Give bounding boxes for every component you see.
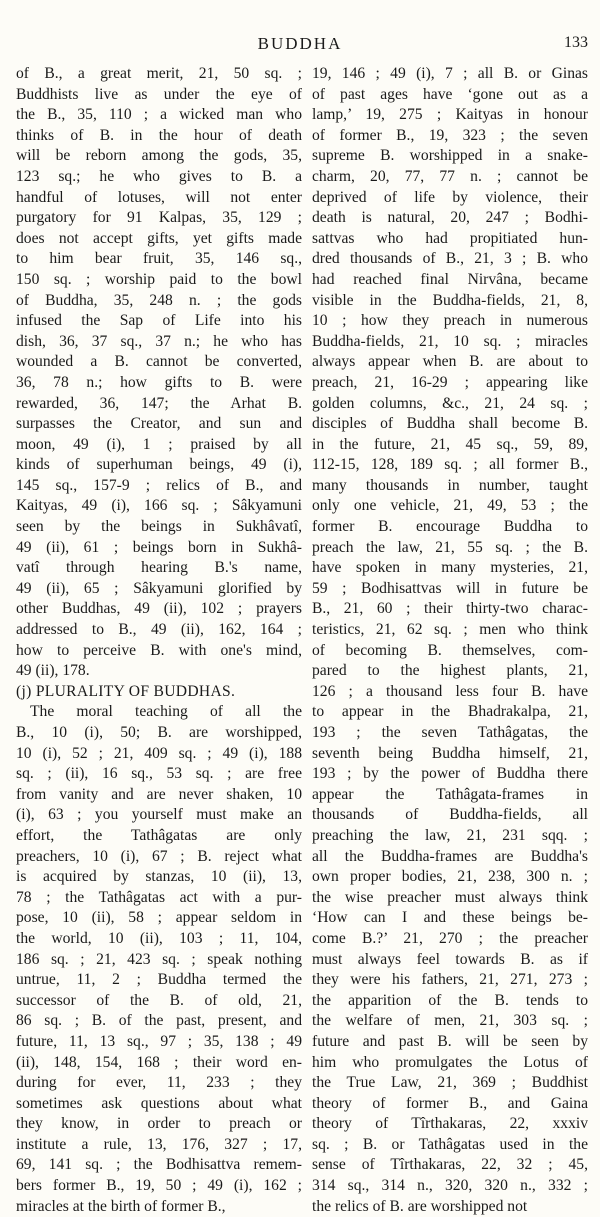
text-line: 123 sq.; he who gives to B. a: [16, 167, 302, 185]
text-line: future, 11, 13 sq., 97 ; 35, 138 ; 49: [16, 1032, 302, 1050]
text-line: many thousands in number, taught: [312, 476, 588, 494]
text-line: 69, 141 sq. ; the Bodhisattva remem-: [16, 1156, 302, 1174]
text-line: dish, 36, 37 sq., 37 n.; he who has: [16, 332, 302, 350]
text-line: 145 sq., 157-9 ; relics of B., and: [16, 476, 302, 494]
text-line: future and past B. will be seen by: [312, 1032, 588, 1050]
text-line: 49 (ii), 65 ; Sâkyamuni glorified by: [16, 579, 302, 597]
text-line: 59 ; Bodhisattvas will in future be: [312, 579, 588, 597]
text-line: 126 ; a thousand less four B. have: [312, 682, 588, 700]
text-line: institute a rule, 13, 176, 327 ; 17,: [16, 1135, 302, 1153]
text-line: 36, 78 n.; how gifts to B. were: [16, 373, 302, 391]
text-line: visible in the Buddha-fields, 21, 8,: [312, 291, 588, 309]
text-line: preach, 21, 16-29 ; appearing like: [312, 373, 588, 391]
text-line: the relics of B. are worshipped not: [312, 1197, 528, 1215]
text-line: 186 sq. ; 21, 423 sq. ; speak nothing: [16, 950, 302, 968]
text-line: handful of lotuses, will not enter: [16, 188, 302, 206]
page-number: 133: [564, 34, 588, 51]
text-line: only one vehicle, 21, 49, 53 ; the: [312, 497, 588, 515]
text-line: vatî through hearing B.'s name,: [16, 559, 302, 577]
text-line: Buddhists live as under the eye of: [16, 85, 302, 103]
text-line: Buddha-fields, 21, 10 sq. ; miracles: [312, 332, 588, 350]
text-line: (i), 63 ; you yourself must make an: [16, 806, 302, 824]
text-line: sometimes ask questions about what: [16, 1094, 302, 1112]
text-line: 314 sq., 314 n., 320, 320 n., 332 ;: [312, 1177, 588, 1195]
text-line: supreme B. worshipped in a snake-: [312, 147, 588, 165]
text-line: ‘How can I and these beings be-: [312, 909, 588, 927]
text-line: sattvas who had propitiated hun-: [312, 229, 588, 247]
section-heading: (j) PLURALITY OF BUDDHAS.: [16, 682, 236, 700]
text-line: other Buddhas, 49 (ii), 102 ; prayers: [16, 600, 302, 618]
text-line: infused the Sap of Life into his: [16, 312, 302, 330]
text-line: death is natural, 20, 247 ; Bodhi-: [312, 209, 588, 227]
text-line: they were his fathers, 21, 271, 273 ;: [312, 971, 588, 989]
text-line: teristics, 21, 62 sq. ; men who think: [312, 621, 588, 639]
text-line: own proper bodies, 21, 238, 300 n. ;: [312, 868, 588, 886]
text-line: thinks of B. in the hour of death: [16, 126, 302, 144]
text-line: charm, 20, 77, 77 n. ; cannot be: [312, 167, 588, 185]
text-line: preaching the law, 21, 231 sqq. ;: [312, 826, 588, 844]
text-line: how to perceive B. with one's mind,: [16, 641, 302, 659]
text-line: have spoken in many mysteries, 21,: [312, 559, 588, 577]
text-line: in the future, 21, 45 sq., 59, 89,: [312, 435, 588, 453]
text-line: always appear when B. are about to: [312, 353, 588, 371]
text-line: 10 (i), 52 ; 21, 409 sq. ; 49 (i), 188: [16, 744, 302, 762]
text-line: golden columns, &c., 21, 24 sq. ;: [312, 394, 588, 412]
text-line: 19, 146 ; 49 (i), 7 ; all B. or Ginas: [312, 65, 588, 82]
text-line: kinds of superhuman beings, 49 (i),: [16, 456, 302, 474]
text-line: pared to the highest plants, 21,: [312, 662, 588, 680]
text-line: surpasses the Creator, and sun and: [16, 415, 302, 433]
text-line: rewarded, 36, 147; the Arhat B.: [16, 394, 302, 412]
text-line: seventh being Buddha himself, 21,: [312, 744, 588, 762]
text-line: bers former B., 19, 50 ; 49 (i), 162 ;: [16, 1177, 302, 1195]
text-line: former B. encourage Buddha to: [312, 518, 588, 536]
text-line: does not accept gifts, yet gifts made: [16, 229, 302, 247]
text-line: 150 sq. ; worship paid to the bowl: [16, 270, 302, 288]
text-line: 112-15, 128, 189 sq. ; all former B.,: [312, 456, 588, 474]
text-line: the True Law, 21, 369 ; Buddhist: [312, 1074, 588, 1092]
text-line: of B., a great merit, 21, 50 sq. ;: [16, 65, 302, 82]
text-line: lamp,’ 19, 275 ; Kaityas in honour: [312, 106, 588, 124]
left-column: [16, 64, 302, 1217]
text-line: appear the Tathâgata-frames in: [312, 785, 588, 803]
text-line: thousands of Buddha-fields, all: [312, 806, 588, 824]
text-line: the wise preacher must always think: [312, 888, 588, 906]
text-line: of past ages have ‘gone out as a: [312, 85, 588, 103]
text-line: successor of the B. of old, 21,: [16, 991, 302, 1009]
text-line: 78 ; the Tathâgatas act with a pur-: [16, 888, 302, 906]
text-line: the B., 35, 110 ; a wicked man who: [16, 106, 302, 124]
text-line: 86 sq. ; B. of the past, present, and: [16, 1012, 302, 1030]
text-line: B., 10 (i), 50; B. are worshipped,: [16, 724, 302, 741]
text-line: theory of former B., and Gaina: [312, 1094, 588, 1112]
text-line: 10 ; how they preach in numerous: [312, 312, 588, 330]
text-line: effort, the Tathâgatas are only: [16, 826, 302, 844]
text-line: 193 ; by the power of Buddha there: [312, 765, 588, 783]
text-line: the apparition of the B. tends to: [312, 991, 588, 1009]
text-line: the world, 10 (ii), 103 ; 11, 104,: [16, 929, 302, 947]
text-line: addressed to B., 49 (ii), 162, 164 ;: [16, 621, 302, 639]
text-line: miracles at the birth of former B.,: [16, 1197, 226, 1215]
text-line: preach the law, 21, 55 sq. ; the B.: [312, 538, 588, 556]
text-line: 193 ; the seven Tathâgatas, the: [312, 724, 588, 741]
text-line: moon, 49 (i), 1 ; praised by all: [16, 435, 302, 453]
text-line: sq. ; (ii), 16 sq., 53 sq. ; are free: [16, 765, 302, 783]
text-line: must always feel towards B. as if: [312, 950, 588, 968]
text-line: they know, in order to preach or: [16, 1115, 302, 1133]
text-line: The moral teaching of all the: [30, 703, 302, 721]
text-line: of former B., 19, 323 ; the seven: [312, 126, 588, 144]
text-line: all the Buddha-frames are Buddha's: [312, 847, 588, 865]
text-line: preachers, 10 (i), 67 ; B. reject what: [16, 847, 302, 865]
text-line: of becoming B. themselves, com-: [312, 641, 588, 659]
text-line: to him bear fruit, 35, 146 sq.,: [16, 250, 302, 268]
text-line: had reached final Nirvâna, became: [312, 270, 588, 288]
text-line: sense of Tîrthakaras, 22, 32 ; 45,: [312, 1156, 588, 1174]
text-line: of Buddha, 35, 248 n. ; the gods: [16, 291, 302, 309]
page-header: [0, 30, 600, 60]
text-line: will be reborn among the gods, 35,: [16, 147, 302, 165]
text-line: deprived of life by violence, their: [312, 188, 588, 206]
text-line: during for ever, 11, 233 ; they: [16, 1074, 302, 1092]
text-line: sq. ; B. or Tathâgatas used in the: [312, 1135, 588, 1153]
text-line: from vanity and are never shaken, 10: [16, 785, 302, 803]
text-line: the welfare of men, 21, 303 sq. ;: [312, 1012, 588, 1030]
text-line: wounded a B. cannot be converted,: [16, 353, 302, 371]
text-line: come B.?’ 21, 270 ; the preacher: [312, 929, 588, 947]
text-line: 49 (ii), 178.: [16, 662, 90, 680]
text-line: purgatory for 91 Kalpas, 35, 129 ;: [16, 209, 302, 227]
running-head: BUDDHA: [257, 34, 343, 53]
text-line: to appear in the Bhadrakalpa, 21,: [312, 703, 588, 721]
text-line: is acquired by stanzas, 10 (ii), 13,: [16, 868, 302, 886]
text-line: theory of Tîrthakaras, 22, xxxiv: [312, 1115, 588, 1133]
right-column: [312, 64, 588, 1217]
text-line: B., 21, 60 ; their thirty-two charac-: [312, 600, 588, 618]
text-line: him who promulgates the Lotus of: [312, 1053, 588, 1071]
text-line: untrue, 11, 2 ; Buddha termed the: [16, 971, 302, 989]
text-line: seen by the beings in Sukhâvatî,: [16, 518, 302, 536]
text-line: pose, 10 (ii), 58 ; appear seldom in: [16, 909, 302, 927]
text-line: 49 (ii), 61 ; beings born in Sukhâ-: [16, 538, 302, 556]
text-line: Kaityas, 49 (i), 166 sq. ; Sâkyamuni: [16, 497, 302, 515]
text-line: disciples of Buddha shall become B.: [312, 415, 588, 433]
text-line: (ii), 148, 154, 168 ; their word en-: [16, 1053, 302, 1071]
text-line: dred thousands of B., 21, 3 ; B. who: [312, 250, 588, 268]
